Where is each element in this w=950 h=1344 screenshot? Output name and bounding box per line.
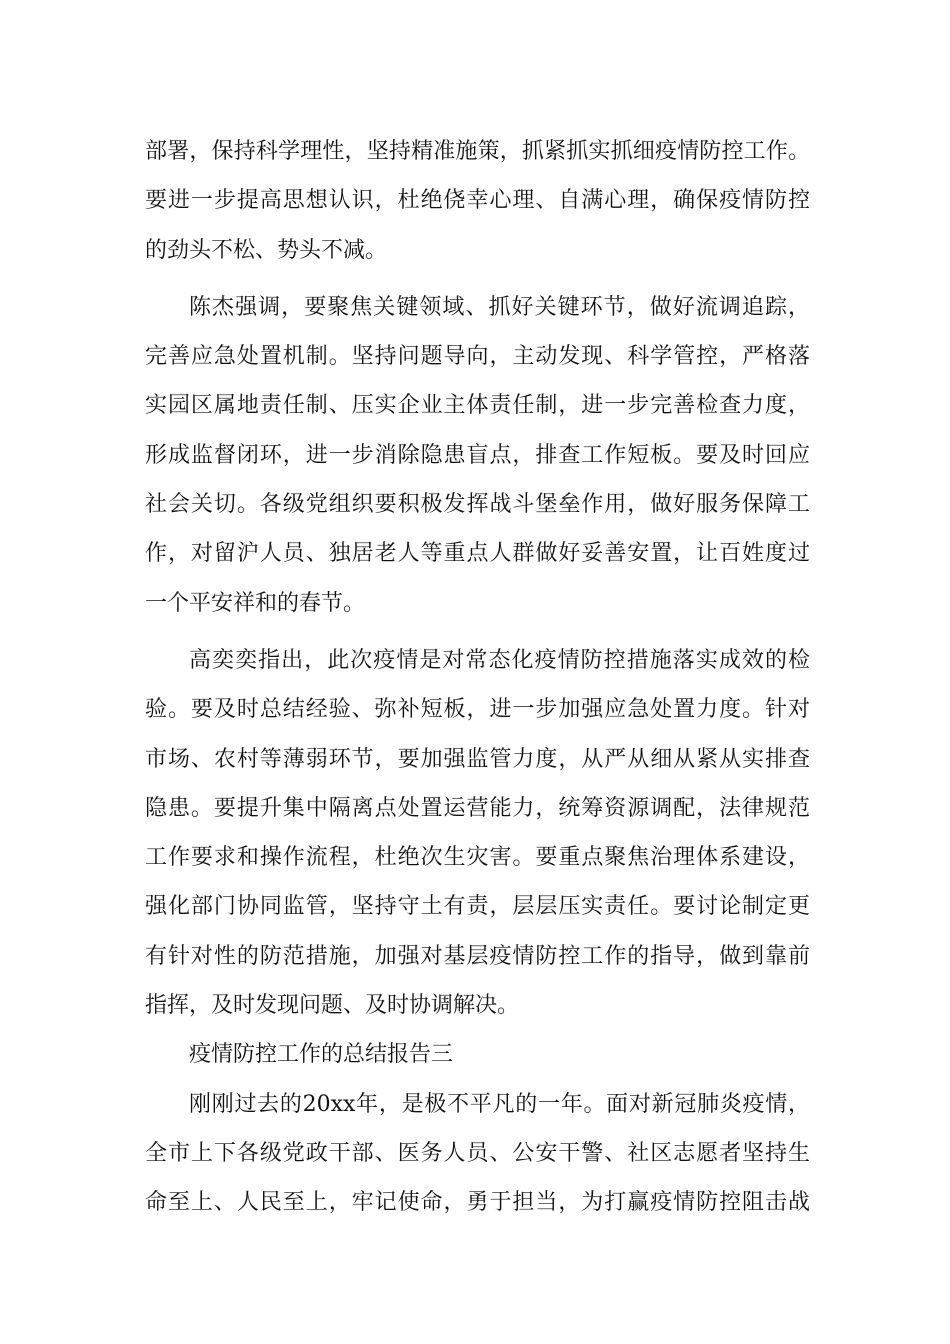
paragraph: [145, 636, 810, 1030]
section-heading: [145, 1030, 810, 1079]
text-line: 强化部门协同监管，坚持守土有责，层层压实责任。要讨论制定更: [145, 894, 810, 920]
paragraph: [145, 127, 810, 275]
text-line: 隐患。要提升集中隔离点处置运营能力，统筹资源调配，法律规范: [145, 795, 810, 821]
text-line: 全市上下各级党政干部、医务人员、公安干警、社区志愿者坚持生: [145, 1140, 810, 1166]
text-line: 刚刚过去的20xx年，是极不平凡的一年。面对新冠肺炎疫情，: [189, 1091, 810, 1117]
text-line: 指挥，及时发现问题、及时协调解决。: [145, 993, 520, 1019]
document-body: [145, 127, 810, 1228]
text-line: 社会关切。各级党组织要积极发挥战斗堡垒作用，做好服务保障工: [145, 492, 810, 518]
heading-text: 疫情防控工作的总结报告三: [189, 1042, 454, 1068]
text-line: 的劲头不松、势头不减。: [145, 237, 388, 263]
text-line: 实园区属地责任制、压实企业主体责任制，进一步完善检查力度，: [145, 393, 810, 419]
text-line: 要进一步提高思想认识，杜绝侥幸心理、自满心理，确保疫情防控: [145, 188, 810, 214]
paragraph: [145, 1080, 810, 1228]
text-line: 命至上、人民至上，牢记使命，勇于担当，为打赢疫情防控阻击战: [145, 1190, 810, 1216]
text-line: 验。要及时总结经验、弥补短板，进一步加强应急处置力度。针对: [145, 697, 810, 723]
text-line: 完善应急处置机制。坚持问题导向，主动发现、科学管控，严格落: [145, 344, 810, 370]
text-line: 高奕奕指出，此次疫情是对常态化疫情防控措施落实成效的检: [189, 647, 810, 673]
text-line: 一个平安祥和的春节。: [145, 590, 366, 616]
paragraph-spacing: [145, 275, 810, 283]
text-line: 形成监督闭环，进一步消除隐患盲点，排查工作短板。要及时回应: [145, 442, 810, 468]
text-line: 部署，保持科学理性，坚持精准施策，抓紧抓实抓细疫情防控工作。: [145, 139, 810, 164]
paragraph-spacing: [145, 628, 810, 636]
paragraph: [145, 283, 810, 628]
text-line: 市场、农村等薄弱环节，要加强监管力度，从严从细从紧从实排查: [145, 746, 810, 772]
text-line: 有针对性的防范措施，加强对基层疫情防控工作的指导，做到靠前: [145, 943, 810, 969]
text-line: 陈杰强调，要聚焦关键领域、抓好关键环节，做好流调追踪，: [189, 294, 810, 320]
text-line: 工作要求和操作流程，杜绝次生灾害。要重点聚焦治理体系建设，: [145, 845, 810, 871]
text-line: 作，对留沪人员、独居老人等重点人群做好妥善安置，让百姓度过: [145, 541, 810, 567]
